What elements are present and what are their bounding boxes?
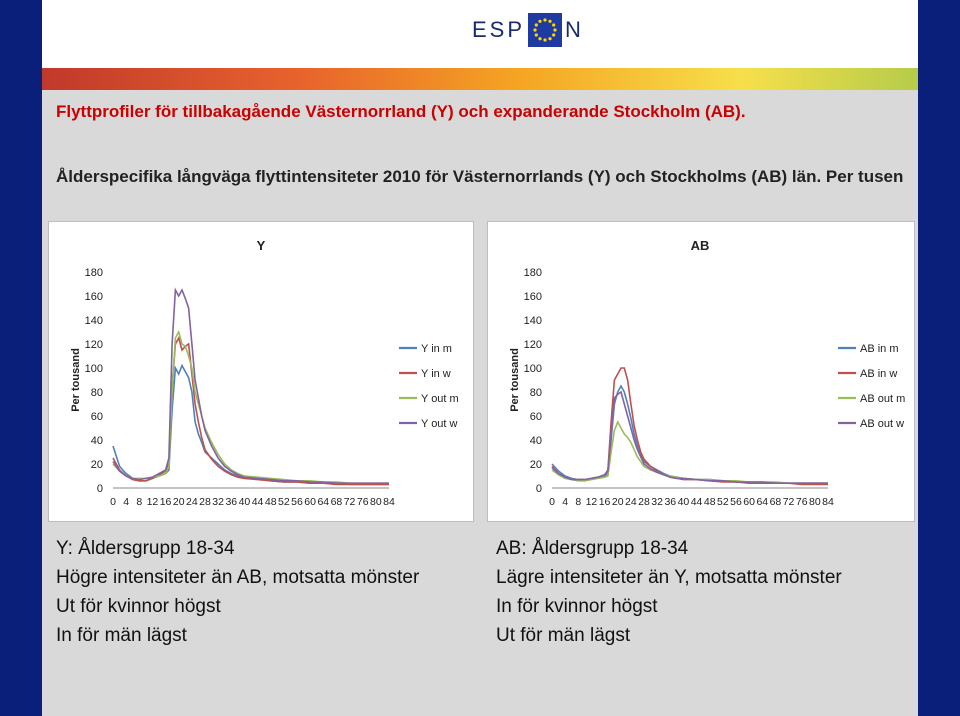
y-tick-label: 20 — [90, 459, 103, 471]
x-tick-label: 12 — [146, 496, 159, 508]
slide-subtitle: Ålderspecifika långväga flyttintensiteter 2010 för Västernorrlands (Y) och Stockholms (AB) län. Per tusen — [56, 167, 904, 186]
x-tick-label: 68 — [330, 496, 343, 508]
x-tick-label: 4 — [123, 496, 130, 508]
series-line-out_w — [113, 290, 389, 483]
y-tick-label: 140 — [523, 315, 542, 327]
y-tick-label: 40 — [529, 435, 542, 447]
x-tick-label: 8 — [136, 496, 143, 508]
y-tick-label: 60 — [90, 411, 103, 423]
x-tick-label: 72 — [343, 496, 356, 508]
y-tick-label: 80 — [90, 387, 103, 399]
x-tick-label: 32 — [651, 496, 663, 508]
x-tick-label: 20 — [611, 496, 624, 508]
y-tick-label: 80 — [529, 387, 542, 399]
y-tick-label: 160 — [523, 291, 542, 303]
legend-label: AB in m — [860, 343, 899, 355]
y-tick-label: 180 — [84, 267, 103, 279]
x-tick-label: 36 — [225, 496, 238, 508]
x-tick-label: 16 — [159, 496, 172, 508]
x-tick-label: 56 — [291, 496, 303, 508]
x-tick-label: 84 — [383, 496, 395, 508]
x-tick-label: 28 — [199, 496, 211, 508]
legend-label: Y in m — [421, 343, 452, 355]
x-tick-label: 40 — [238, 496, 251, 508]
legend-label: AB out m — [860, 393, 906, 405]
x-tick-label: 80 — [370, 496, 382, 508]
series-line-in_m — [113, 366, 389, 485]
x-tick-label: 84 — [822, 496, 834, 508]
y-axis-label: Per tousand — [70, 348, 82, 412]
x-tick-label: 52 — [278, 496, 290, 508]
x-tick-label: 32 — [212, 496, 224, 508]
x-tick-label: 48 — [264, 496, 277, 508]
series-line-in_w — [552, 368, 828, 484]
note-line: In för kvinnor högst — [496, 596, 658, 617]
x-tick-label: 20 — [172, 496, 185, 508]
x-tick-label: 72 — [782, 496, 795, 508]
x-tick-label: 64 — [756, 496, 769, 508]
legend-label: Y out w — [421, 418, 458, 430]
x-tick-label: 44 — [690, 496, 703, 508]
x-tick-label: 24 — [625, 496, 637, 508]
x-tick-label: 0 — [549, 496, 555, 508]
notes-left — [56, 534, 419, 650]
x-tick-label: 52 — [717, 496, 729, 508]
x-tick-label: 28 — [638, 496, 650, 508]
series-line-in_w — [113, 338, 389, 484]
note-line: Y: Åldersgrupp 18-34 — [56, 538, 235, 559]
notes-right — [496, 534, 842, 650]
y-tick-label: 120 — [523, 339, 542, 351]
series-line-out_m — [552, 422, 828, 483]
y-tick-label: 100 — [523, 363, 542, 375]
y-tick-label: 180 — [523, 267, 542, 279]
x-tick-label: 8 — [575, 496, 582, 508]
x-tick-label: 40 — [677, 496, 690, 508]
x-tick-label: 16 — [598, 496, 611, 508]
note-line: Högre intensiteter än AB, motsatta mönster — [56, 567, 420, 588]
note-line: AB: Åldersgrupp 18-34 — [496, 538, 689, 559]
chart-y — [49, 222, 473, 521]
note-line: Ut för kvinnor högst — [56, 596, 221, 617]
y-tick-label: 40 — [90, 435, 103, 447]
legend-label: Y out m — [421, 393, 459, 405]
y-tick-label: 100 — [84, 363, 103, 375]
y-tick-label: 0 — [96, 483, 103, 495]
x-tick-label: 36 — [664, 496, 677, 508]
note-line: Lägre intensiteter än Y, motsatta mönster — [496, 567, 842, 588]
decorative-map-stripe — [42, 68, 918, 90]
series-line-in_m — [552, 386, 828, 483]
series-line-out_m — [113, 332, 389, 483]
x-tick-label: 60 — [743, 496, 755, 508]
note-line: In för män lägst — [56, 625, 187, 646]
slide-content — [42, 90, 918, 716]
x-tick-label: 68 — [769, 496, 782, 508]
espon-logo — [472, 10, 584, 50]
y-tick-label: 120 — [84, 339, 103, 351]
x-tick-label: 64 — [317, 496, 330, 508]
x-tick-label: 80 — [809, 496, 821, 508]
legend-label: Y in w — [421, 368, 451, 380]
left-sidebar-band — [0, 0, 42, 716]
x-tick-label: 56 — [730, 496, 742, 508]
slide-title: Flyttprofiler för tillbakagående Västernorrland (Y) och expanderande Stockholm (AB). — [56, 102, 746, 121]
x-tick-label: 76 — [795, 496, 808, 508]
legend-label: AB in w — [860, 368, 898, 380]
chart-title: AB — [690, 238, 710, 253]
x-tick-label: 48 — [703, 496, 716, 508]
right-sidebar-band — [918, 0, 960, 716]
logo-text-right: N — [565, 17, 584, 42]
series-line-out_w — [552, 392, 828, 483]
legend-label: AB out w — [860, 418, 905, 430]
x-tick-label: 12 — [585, 496, 598, 508]
y-tick-label: 60 — [529, 411, 542, 423]
x-tick-label: 60 — [304, 496, 316, 508]
y-tick-label: 140 — [84, 315, 103, 327]
logo-text-left: ESP — [472, 17, 526, 42]
chart-title: Y — [256, 238, 266, 253]
x-tick-label: 4 — [562, 496, 569, 508]
chart-panel-ab — [487, 221, 915, 522]
x-tick-label: 76 — [356, 496, 369, 508]
note-line: Ut för män lägst — [496, 625, 631, 646]
y-tick-label: 160 — [84, 291, 103, 303]
y-axis-label: Per tousand — [509, 348, 521, 412]
x-tick-label: 44 — [251, 496, 264, 508]
y-tick-label: 20 — [529, 459, 542, 471]
eu-flag-icon — [528, 13, 562, 47]
x-tick-label: 0 — [110, 496, 116, 508]
y-tick-label: 0 — [535, 483, 542, 495]
x-tick-label: 24 — [186, 496, 198, 508]
chart-ab — [488, 222, 914, 521]
chart-panel-y — [48, 221, 474, 522]
